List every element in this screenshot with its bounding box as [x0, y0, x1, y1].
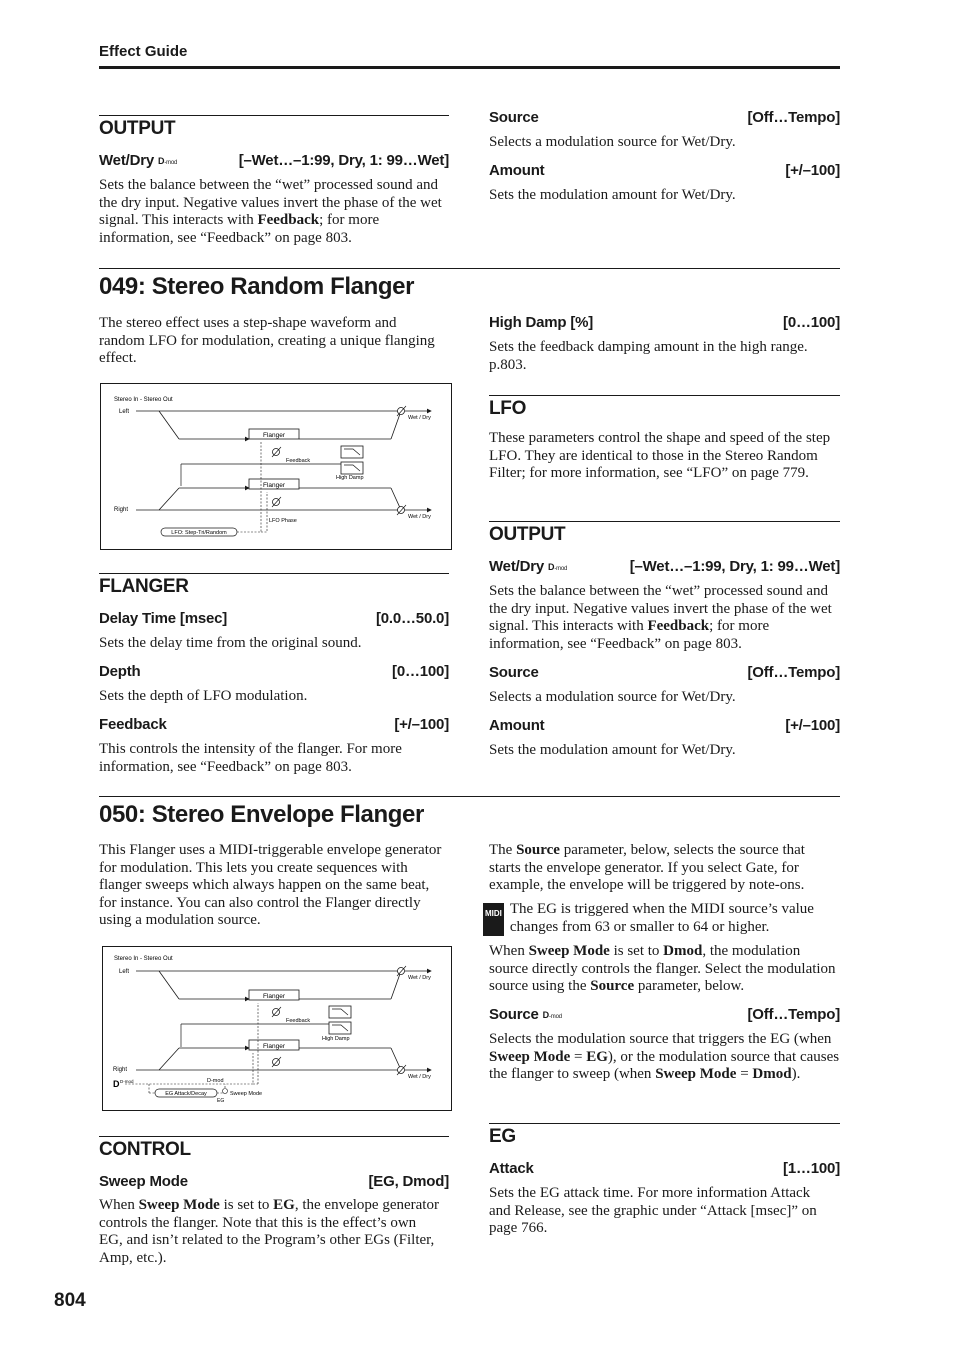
param-source: Source [Off…Tempo] — [489, 109, 840, 126]
diagram-left-label: Left — [119, 409, 130, 415]
diagram-right-label: Right — [114, 507, 129, 513]
diagram-wetdry-label: Wet / Dry — [408, 514, 431, 520]
lfo-description: These parameters control the shape and speed of the step LFO. They are identical to those in the Stereo Random Filter; for more information, see “LFO” on page 779. — [489, 430, 831, 481]
param-range: [–Wet…–1:99, Dry, 1: 99…Wet] — [238, 152, 449, 169]
signal-flow-diagram — [103, 947, 451, 1110]
effect-title: 050: Stereo Envelope Flanger — [99, 801, 424, 828]
param-description: Selects the modulation source that triggers the EG (when Sweep Mode = EG), or the modulation source that causes the flanger to sweep (when Sweep Mode = Dmod). — [489, 1031, 840, 1082]
section-rule — [99, 573, 449, 574]
eg-heading: EG — [489, 1126, 516, 1147]
param-description: This controls the intensity of the flanger. For more information, see “Feedback” on page 803. — [99, 741, 402, 775]
section-rule — [489, 1123, 840, 1124]
param-sweep-mode: Sweep Mode [EG, Dmod] — [99, 1173, 449, 1190]
diagram-feedback-label: Feedback — [286, 1018, 311, 1024]
section-rule — [99, 796, 840, 797]
dmod-icon: D-mod — [542, 1010, 562, 1021]
param-label: Wet/Dry — [99, 152, 155, 169]
param-description: Sets the feedback damping amount in the high range. p.803. — [489, 339, 808, 373]
output-heading: OUTPUT — [99, 118, 176, 139]
param-feedback: Feedback [+/–100] — [99, 716, 449, 733]
block-diagram — [100, 383, 452, 550]
diagram-wetdry-label: Wet / Dry — [408, 1074, 431, 1080]
signal-flow-diagram — [101, 384, 451, 549]
dmod-note: When Sweep Mode is set to Dmod, the modulation source directly controls the flanger. Select the modulation source using the Source parameter, below. — [489, 943, 836, 994]
section-rule — [489, 395, 840, 396]
block-diagram — [102, 946, 452, 1111]
param-amount: Amount [+/–100] — [489, 717, 840, 734]
diagram-right-label: Right — [113, 1067, 128, 1073]
lfo-heading: LFO — [489, 398, 527, 419]
diagram-lfo-label: LFO: Step-Tri/Random — [171, 530, 227, 536]
control-heading: CONTROL — [99, 1139, 191, 1160]
section-rule — [99, 268, 840, 269]
param-attack: Attack [1…100] — [489, 1160, 840, 1177]
param-delay-time: Delay Time [msec] [0.0…50.0] — [99, 610, 449, 627]
section-rule — [99, 1136, 449, 1137]
diagram-wetdry-label: Wet / Dry — [408, 975, 431, 981]
diagram-dmod-label: D-mod — [207, 1078, 224, 1084]
diagram-io-label: Stereo In - Stereo Out — [114, 397, 173, 403]
param-description: When Sweep Mode is set to EG, the envelope generator controls the flanger. Note that this is the effect’s own EG, and isn’t related to the Program’s other EGs (Filter, Amp, etc.). — [99, 1197, 439, 1266]
param-source: Source [Off…Tempo] — [489, 664, 840, 681]
diagram-eg-label: EG Attack/Decay — [165, 1091, 207, 1097]
diagram-eg-short-label: EG — [217, 1098, 225, 1104]
diagram-flanger-label: Flanger — [262, 482, 286, 489]
param-description: Sets the delay time from the original sound. — [99, 635, 362, 651]
diagram-lfophase-label: LFO Phase — [269, 518, 297, 524]
effect-intro: This Flanger uses a MIDI-triggerable envelope generator for modulation. This lets you create sequences with flanger sweeps which always happen on the same beat, for instance. You can also control the Flanger directly using a modulation source. — [99, 842, 442, 928]
diagram-sweep-label: Sweep Mode — [230, 1091, 263, 1097]
diagram-left-label: Left — [119, 969, 130, 975]
param-description: Sets the balance between the “wet” processed sound and the dry input. Negative values invert the phase of the wet signal. This interacts with Feedback; for more information, see “Feedback” on page 803. — [489, 583, 832, 652]
running-header: Effect Guide — [99, 43, 188, 60]
section-rule — [99, 115, 449, 116]
param-depth: Depth [0…100] — [99, 663, 449, 680]
param-wetdry — [99, 152, 449, 169]
param-amount: Amount [+/–100] — [489, 162, 840, 179]
midi-icon: MIDI — [483, 903, 504, 936]
svg-text:D: D — [113, 1079, 120, 1089]
flanger-heading: FLANGER — [99, 576, 189, 597]
page-number: 804 — [54, 1290, 86, 1311]
diagram-dmod-icon: D-mod — [120, 1079, 134, 1084]
effect-intro: The stereo effect uses a step-shape waveform and random LFO for modulation, creating a unique flanging effect. — [99, 315, 435, 366]
section-rule — [489, 521, 840, 522]
diagram-feedback-label: Feedback — [286, 458, 311, 464]
param-description: Sets the modulation amount for Wet/Dry. — [489, 742, 736, 758]
param-description: Sets the balance between the “wet” processed sound and the dry input. Negative values invert the phase of the wet signal. This interacts with Feedback; for more information, see “Feedback” on page 803. — [99, 177, 442, 246]
dmod-icon: D-mod — [158, 156, 178, 167]
param-description: Selects a modulation source for Wet/Dry. — [489, 134, 736, 150]
dmod-icon: D-mod — [548, 562, 568, 573]
midi-note: MIDI The EG is triggered when the MIDI source’s value changes from 63 or smaller to 64 or higher. — [485, 901, 814, 935]
param-source: Source D-mod [Off…Tempo] — [489, 1006, 840, 1023]
param-description: Sets the EG attack time. For more information Attack and Release, see the graphic under “Attack [msec]” on page 766. — [489, 1185, 817, 1236]
param-wetdry: Wet/Dry D-mod [–Wet…–1:99, Dry, 1: 99…Wet] — [489, 558, 840, 575]
diagram-flanger-label: Flanger — [262, 432, 286, 439]
param-high-damp: High Damp [%] [0…100] — [489, 314, 840, 331]
effect-title: 049: Stereo Random Flanger — [99, 273, 415, 300]
diagram-highdamp-label: High Damp — [336, 475, 364, 481]
source-intro: The Source parameter, below, selects the source that starts the envelope generator. If you select Gate, for example, the envelope will be triggered by note-ons. — [489, 842, 805, 893]
diagram-highdamp-label: High Damp — [322, 1036, 350, 1042]
header-rule — [99, 66, 840, 69]
param-description: Sets the modulation amount for Wet/Dry. — [489, 187, 736, 203]
diagram-wetdry-label: Wet / Dry — [408, 415, 431, 421]
diagram-flanger-label: Flanger — [262, 1043, 286, 1050]
diagram-flanger-label: Flanger — [262, 993, 286, 1000]
output-heading: OUTPUT — [489, 524, 566, 545]
param-description: Sets the depth of LFO modulation. — [99, 688, 308, 704]
param-description: Selects a modulation source for Wet/Dry. — [489, 689, 736, 705]
diagram-io-label: Stereo In - Stereo Out — [114, 956, 173, 962]
